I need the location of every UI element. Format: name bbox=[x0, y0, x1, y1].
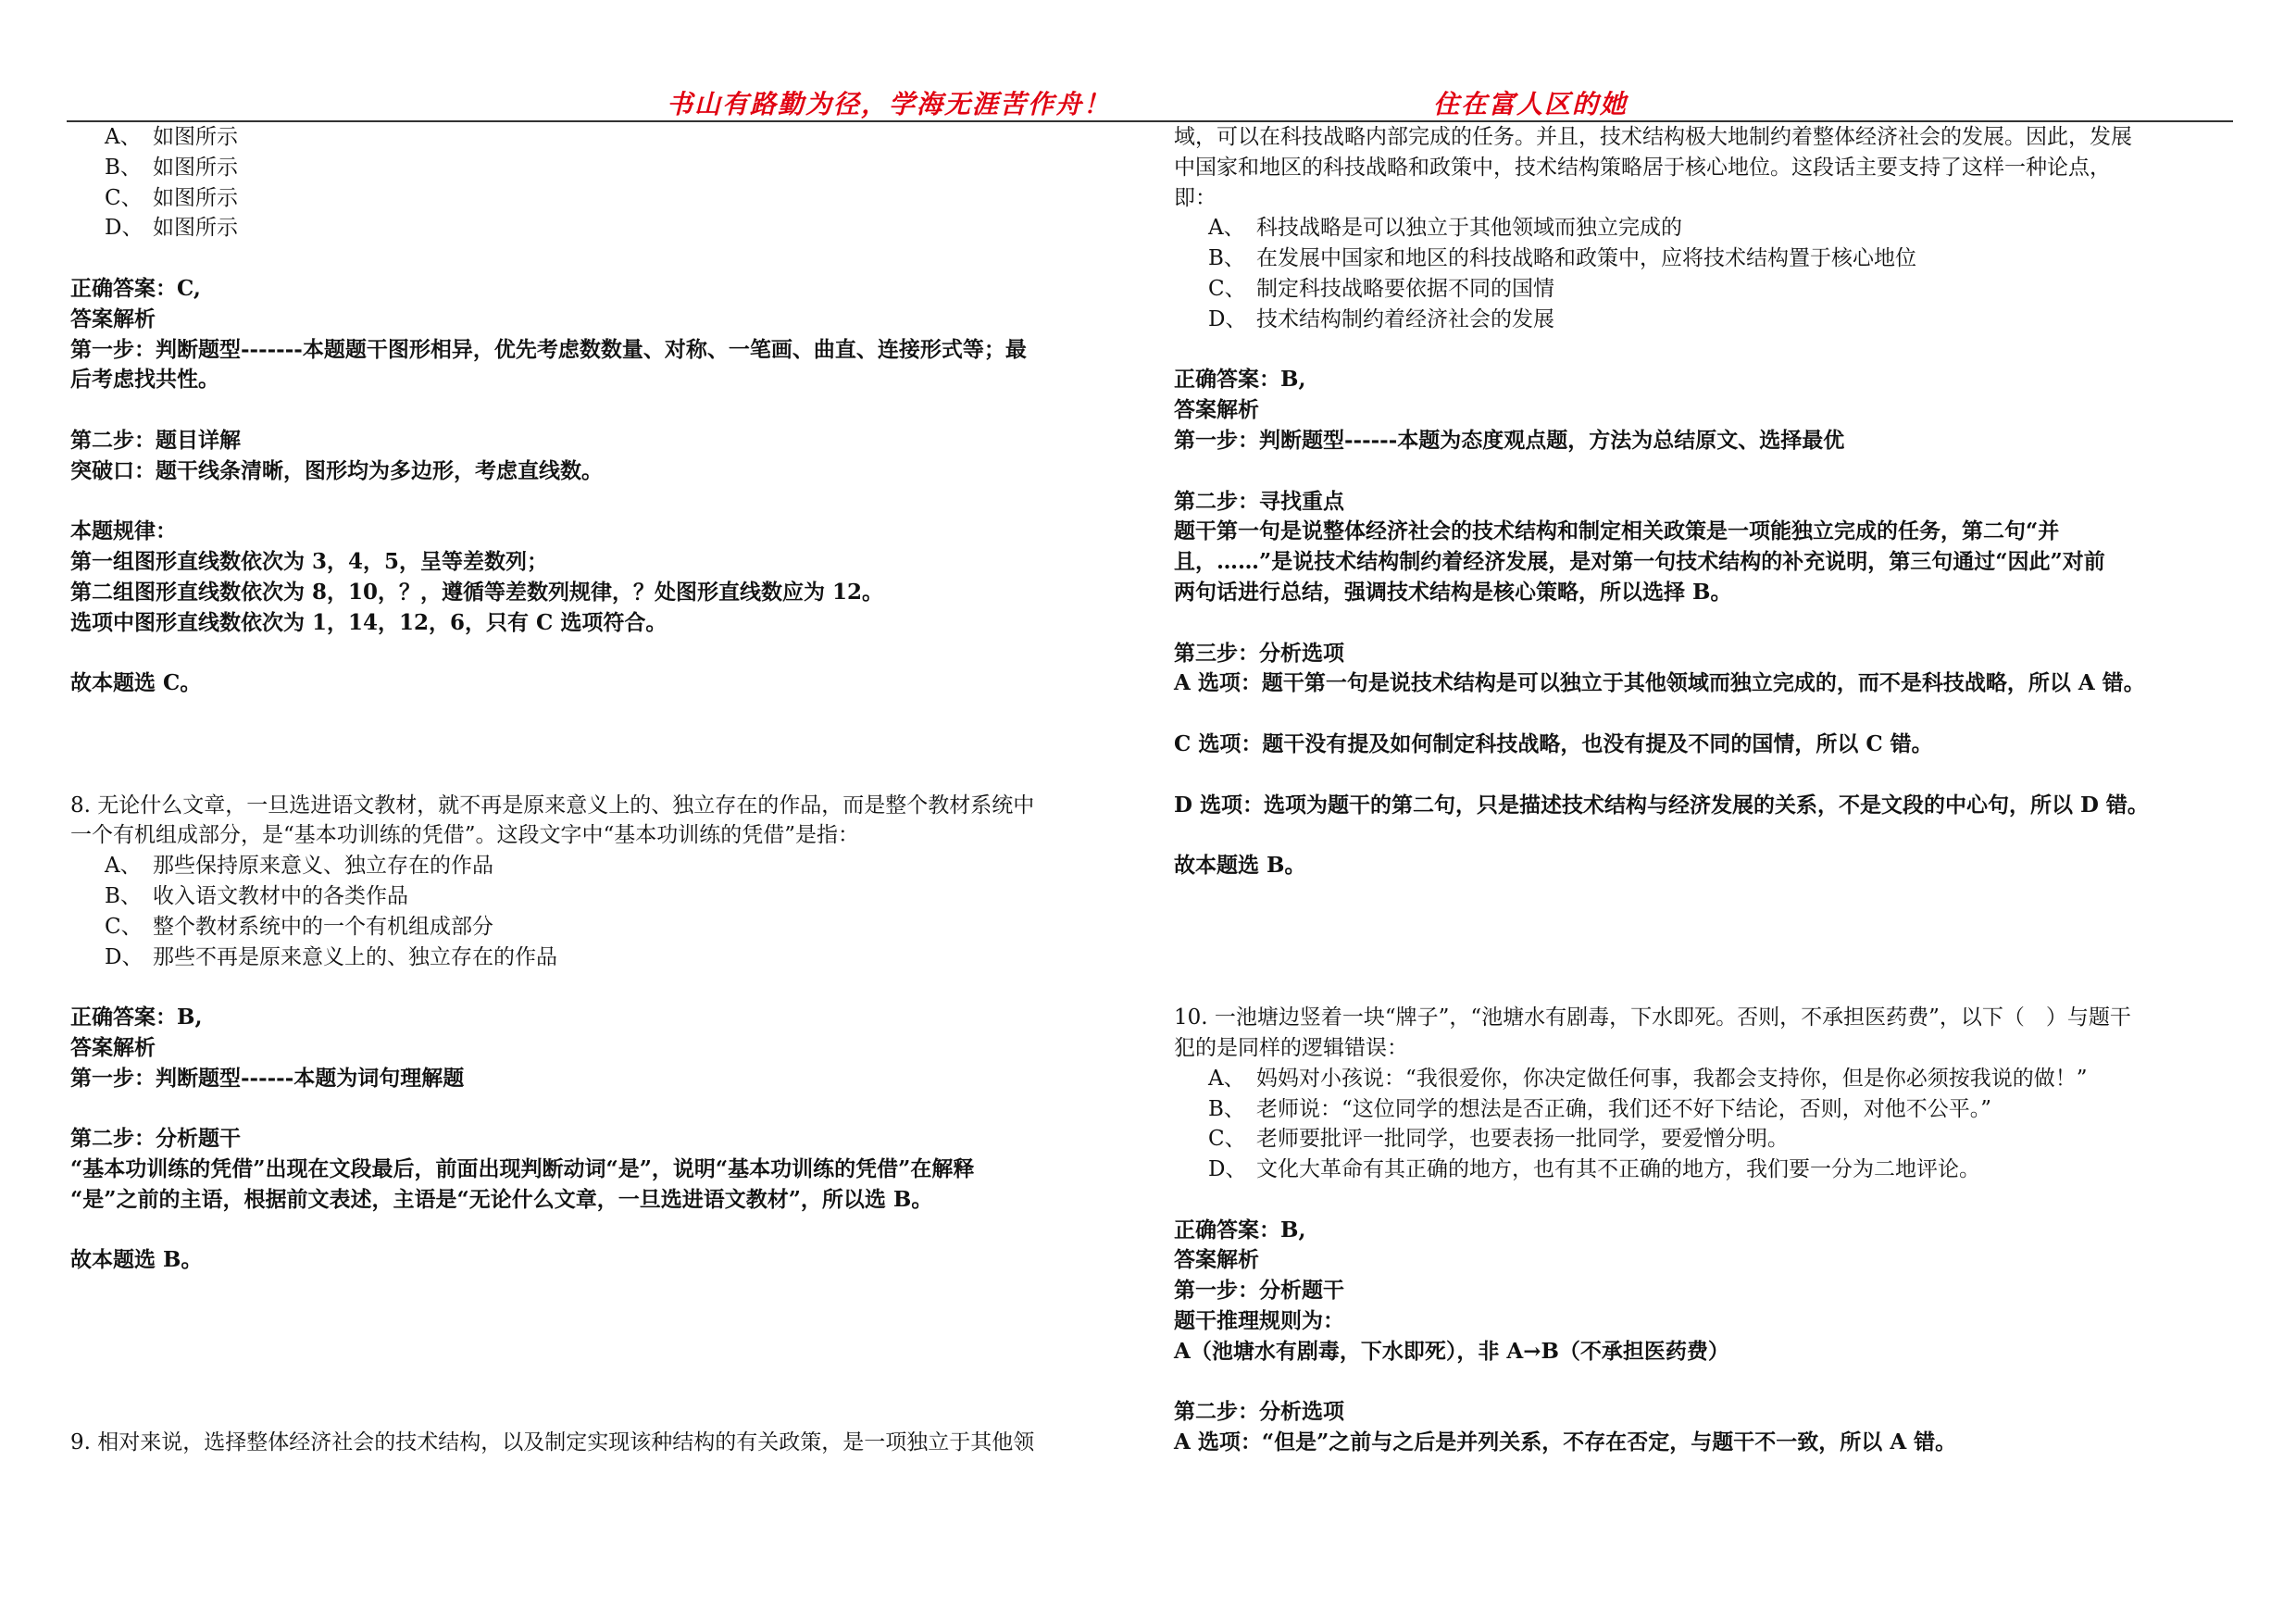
q8-option-c bbox=[70, 912, 1144, 943]
page-header bbox=[0, 0, 2296, 125]
option-letter: C、 bbox=[105, 914, 143, 939]
option-letter: A、 bbox=[105, 854, 142, 879]
option-letter: B、 bbox=[1208, 1096, 1245, 1121]
option-text: 如图所示 bbox=[153, 125, 238, 149]
spacer bbox=[70, 1367, 1144, 1398]
option-text: 科技战略是可以独立于其他领域而独立完成的 bbox=[1256, 216, 1682, 241]
q7-rule-1: 第一组图形直线数依次为 3，4，5，呈等差数列； bbox=[70, 549, 549, 575]
q9-step2-line2: 且，……”是说技术结构制约着经济发展，是对第一句技术结构的补充说明，第三句通过“因此”对前 bbox=[1174, 549, 2105, 575]
option-letter: C、 bbox=[1208, 276, 1246, 301]
q7-step1-line1: 第一步：判断题型-------本题题干图形相异，优先考虑数数量、对称、一笔画、曲直、连接形式等；最 bbox=[70, 336, 1027, 362]
q9-analysis-title: 答案解析 bbox=[1174, 397, 1259, 423]
option-letter: C、 bbox=[1208, 1127, 1246, 1152]
option-letter: B、 bbox=[105, 155, 142, 180]
spacer bbox=[1174, 456, 2239, 487]
q10-stem-line2: 犯的是同样的逻辑错误： bbox=[1174, 1035, 1408, 1060]
q9-conclusion: 故本题选 B。 bbox=[1174, 853, 1306, 879]
q9-stem-line1: 9. 相对来说，选择整体经济社会的技术结构，以及制定实现该种结构的有关政策，是一项独立于其他领 bbox=[70, 1430, 1035, 1455]
spacer bbox=[70, 972, 1144, 1003]
spacer bbox=[70, 1337, 1144, 1367]
q8-option-a bbox=[70, 851, 1144, 881]
q10-step2-option-a: A 选项：“但是”之前与之后是并列关系，不存在否定，与题干不一致，所以 A 错。 bbox=[1174, 1429, 1957, 1455]
q9-step3-option-d: D 选项：选项为题干的第二句，只是描述技术结构与经济发展的关系，不是文段的中心句，所以 D 错。 bbox=[1174, 792, 2149, 818]
q8-stem-line1: 8. 无论什么文章，一旦选进语文教材，就不再是原来意义上的、独立存在的作品，而是整个教材系统中 bbox=[70, 793, 1035, 818]
q7-correct-answer: 正确答案：C, bbox=[70, 275, 201, 301]
q10-option-d bbox=[1174, 1155, 2239, 1185]
q7-step2-text: 突破口：题干线条清晰，图形均为多边形，考虑直线数。 bbox=[70, 457, 603, 483]
spacer bbox=[70, 760, 1144, 791]
spacer bbox=[70, 639, 1144, 669]
option-text: 文化大革命有其正确的地方，也有其不正确的地方，我们要一分为二地评论。 bbox=[1256, 1157, 1980, 1182]
option-text: 收入语文教材中的各类作品 bbox=[153, 883, 408, 908]
spacer bbox=[1174, 335, 2239, 366]
q9-step2-line3: 两句话进行总结，强调技术结构是核心策略，所以选择 B。 bbox=[1174, 579, 1732, 605]
q10-option-a bbox=[1174, 1064, 2239, 1094]
q9-step3-title: 第三步：分析选项 bbox=[1174, 640, 1344, 666]
option-text: 妈妈对小孩说：“我很爱你，你决定做任何事，我都会支持你，但是你必须按我说的做！” bbox=[1256, 1066, 2088, 1091]
q9-stem-line2: 域，可以在科技战略内部完成的任务。并且，技术结构极大地制约着整体经济社会的发展。因此，发展 bbox=[1174, 125, 2132, 149]
option-letter: A、 bbox=[105, 125, 142, 149]
q9-option-b bbox=[1174, 243, 2239, 274]
option-letter: A、 bbox=[1208, 1066, 1245, 1091]
q7-option-b bbox=[70, 153, 1144, 183]
right-column bbox=[1174, 122, 2239, 1458]
left-column bbox=[70, 122, 1144, 1458]
q8-step2-line1: “基本功训练的凭借”出现在文段最后，前面出现判断动词“是”，说明“基本功训练的凭借”在解释 bbox=[70, 1156, 975, 1182]
spacer bbox=[70, 1276, 1144, 1306]
q9-step2-title: 第二步：寻找重点 bbox=[1174, 488, 1344, 514]
spacer bbox=[70, 699, 1144, 730]
spacer bbox=[1174, 1185, 2239, 1216]
q8-correct-answer: 正确答案：B, bbox=[70, 1005, 203, 1030]
option-text: 那些保持原来意义、独立存在的作品 bbox=[153, 854, 493, 879]
q8-option-d bbox=[70, 943, 1144, 973]
option-text: 如图所示 bbox=[153, 185, 238, 210]
spacer bbox=[70, 487, 1144, 518]
spacer bbox=[70, 1306, 1144, 1337]
q10-option-b bbox=[1174, 1094, 2239, 1125]
option-text: 整个教材系统中的一个有机组成部分 bbox=[153, 914, 493, 939]
option-letter: B、 bbox=[1208, 246, 1245, 271]
q7-rule-2: 第二组图形直线数依次为 8，10，？，遵循等差数列规律，？处图形直线数应为 12。 bbox=[70, 579, 884, 605]
q7-rule-title: 本题规律： bbox=[70, 518, 177, 544]
spacer bbox=[1174, 972, 2239, 1003]
option-letter: A、 bbox=[1208, 216, 1245, 241]
q7-step2-title: 第二步：题目详解 bbox=[70, 427, 241, 453]
q9-step1: 第一步：判断题型------本题为态度观点题，方法为总结原文、选择最优 bbox=[1174, 427, 1845, 453]
spacer bbox=[70, 1216, 1144, 1246]
q10-step2-title: 第二步：分析选项 bbox=[1174, 1399, 1344, 1425]
option-text: 技术结构制约着经济社会的发展 bbox=[1256, 306, 1554, 331]
header-motto-right: 住在富人区的她 bbox=[1433, 89, 1628, 119]
q9-step3-option-a: A 选项：题干第一句是说技术结构是可以独立于其他领域而独立完成的，而不是科技战略，所以 A 错。 bbox=[1174, 670, 2145, 696]
spacer bbox=[1174, 820, 2239, 851]
q10-step1-title: 第一步：分析题干 bbox=[1174, 1278, 1344, 1304]
q10-step1-rule: 题干推理规则为： bbox=[1174, 1308, 1344, 1334]
spacer bbox=[70, 395, 1144, 426]
q9-stem-line4: 即： bbox=[1174, 185, 1217, 210]
spacer bbox=[1174, 760, 2239, 791]
q7-option-a bbox=[70, 122, 1144, 153]
option-letter: D、 bbox=[1208, 1157, 1247, 1182]
q10-correct-answer: 正确答案：B, bbox=[1174, 1217, 1306, 1242]
q9-step2-line1: 题干第一句是说整体经济社会的技术结构和制定相关政策是一项能独立完成的任务，第二句“并 bbox=[1174, 518, 2060, 544]
q8-conclusion: 故本题选 B。 bbox=[70, 1247, 203, 1273]
q9-stem-line3: 中国家和地区的科技战略和政策中，技术结构策略居于核心地位。这段话主要支持了这样一种论点， bbox=[1174, 155, 2111, 180]
option-letter: D、 bbox=[1208, 306, 1247, 331]
spacer bbox=[1174, 912, 2239, 943]
q9-step3-option-c: C 选项：题干没有提及如何制定科技战略，也没有提及不同的国情，所以 C 错。 bbox=[1174, 730, 1933, 756]
option-letter: C、 bbox=[105, 185, 143, 210]
q7-analysis-title: 答案解析 bbox=[70, 306, 156, 331]
spacer bbox=[70, 730, 1144, 760]
option-text: 如图所示 bbox=[153, 155, 238, 180]
q10-stem-line1: 10. 一池塘边竖着一块“牌子”，“池塘水有剧毒，下水即死。否则，不承担医药费”，以下（ ）与题干 bbox=[1174, 1005, 2131, 1030]
option-text: 老师要批评一批同学，也要表扬一批同学，要爱憎分明。 bbox=[1256, 1127, 1789, 1152]
q9-correct-answer: 正确答案：B, bbox=[1174, 367, 1306, 393]
q8-option-b bbox=[70, 881, 1144, 912]
q8-step1: 第一步：判断题型------本题为词句理解题 bbox=[70, 1065, 465, 1091]
option-letter: D、 bbox=[105, 216, 144, 241]
option-text: 在发展中国家和地区的科技战略和政策中，应将技术结构置于核心地位 bbox=[1256, 246, 1916, 271]
q8-stem-line2: 一个有机组成部分，是“基本功训练的凭借”。这段文字中“基本功训练的凭借”是指： bbox=[70, 823, 860, 848]
spacer bbox=[70, 1397, 1144, 1428]
option-letter: B、 bbox=[105, 883, 142, 908]
spacer bbox=[70, 1094, 1144, 1125]
option-text: 如图所示 bbox=[153, 216, 238, 241]
q7-conclusion: 故本题选 C。 bbox=[70, 670, 202, 696]
spacer bbox=[1174, 943, 2239, 973]
q9-option-c bbox=[1174, 274, 2239, 305]
option-text: 制定科技战略要依据不同的国情 bbox=[1256, 276, 1554, 301]
spacer bbox=[70, 243, 1144, 274]
q7-option-c bbox=[70, 183, 1144, 214]
q10-step1-formula: A（池塘水有剧毒，下水即死），非 A→B（不承担医药费） bbox=[1174, 1338, 1729, 1364]
q8-step2-title: 第二步：分析题干 bbox=[70, 1126, 241, 1152]
q10-analysis-title: 答案解析 bbox=[1174, 1247, 1259, 1273]
q8-step2-line2: “是”之前的主语，根据前文表述，主语是“无论什么文章，一旦选进语文教材”，所以选 B。 bbox=[70, 1186, 933, 1212]
header-motto-left: 书山有路勤为径，学海无涯苦作舟！ bbox=[667, 89, 1112, 119]
q10-option-c bbox=[1174, 1124, 2239, 1155]
q7-rule-3: 选项中图形直线数依次为 1，14，12，6，只有 C 选项符合。 bbox=[70, 609, 668, 635]
option-text: 那些不再是原来意义上的、独立存在的作品 bbox=[153, 944, 557, 969]
spacer bbox=[1174, 608, 2239, 639]
spacer bbox=[1174, 699, 2239, 730]
spacer bbox=[1174, 881, 2239, 912]
option-text: 老师说：“这位同学的想法是否正确，我们还不好下结论，否则，对他不公平。” bbox=[1256, 1096, 1992, 1121]
option-letter: D、 bbox=[105, 944, 144, 969]
q9-option-d bbox=[1174, 305, 2239, 335]
q7-step1-line2: 后考虑找共性。 bbox=[70, 367, 219, 393]
q9-option-a bbox=[1174, 213, 2239, 243]
q7-option-d bbox=[70, 213, 1144, 243]
spacer bbox=[1174, 1367, 2239, 1398]
q8-analysis-title: 答案解析 bbox=[70, 1034, 156, 1060]
